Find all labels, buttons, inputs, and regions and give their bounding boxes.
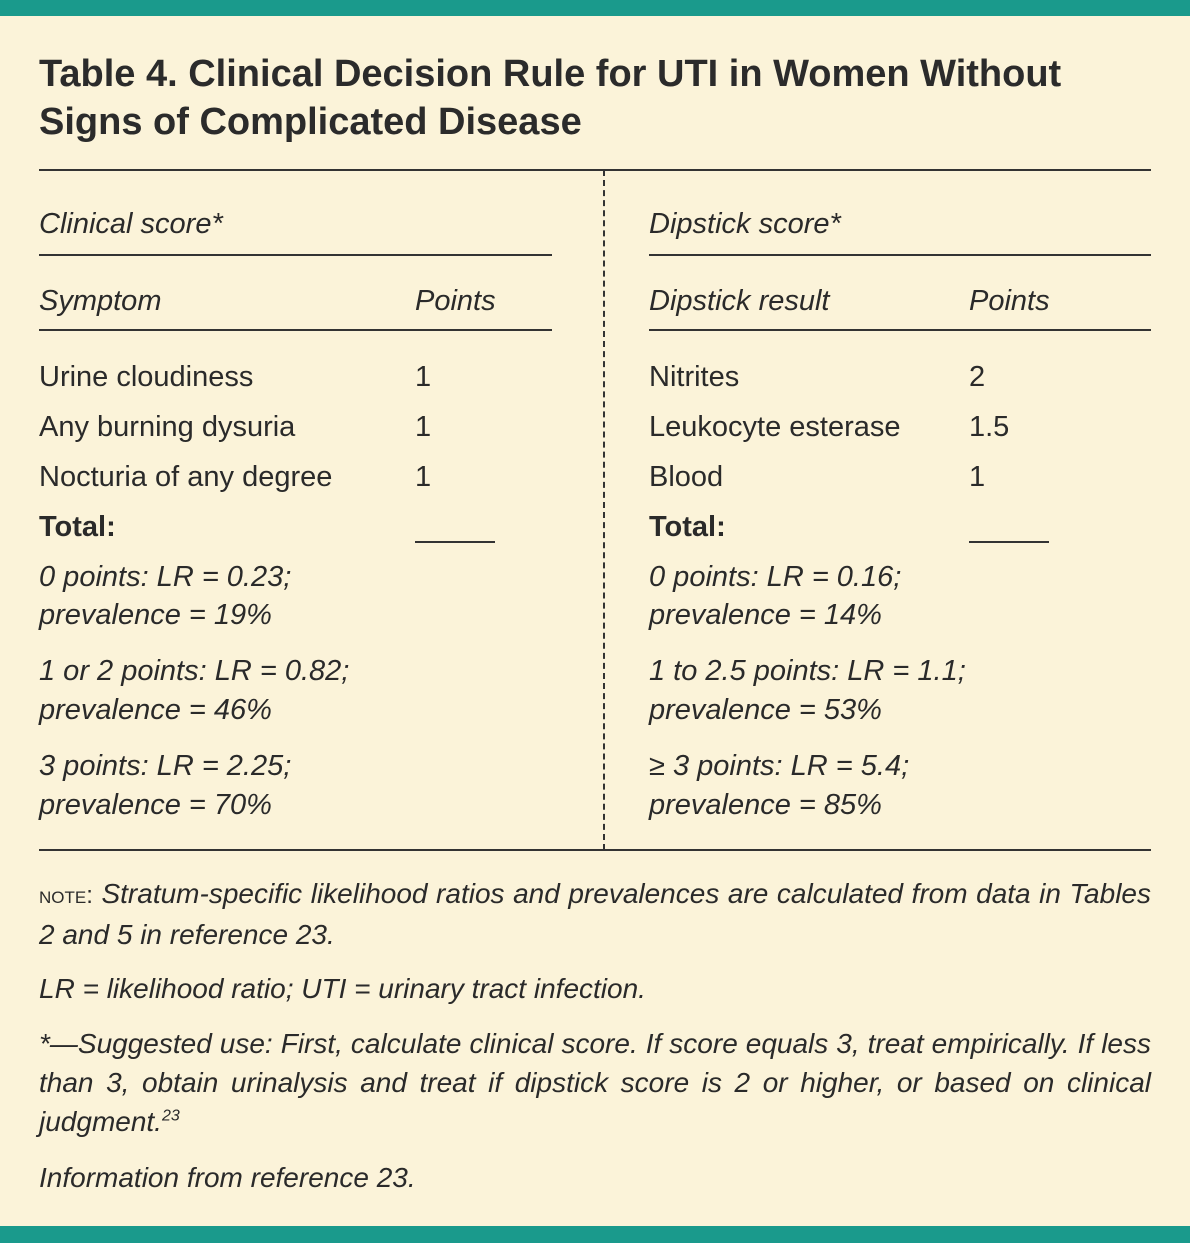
note-label: note: (39, 882, 93, 909)
note-text: Stratum-specific likelihood ratios and prevalences are calculated from data in Tables 2 and 5 in reference 23. (39, 878, 1151, 950)
stratum-line: 1 or 2 points: LR = 0.82; (39, 655, 350, 687)
stratum-line: prevalence = 19% (39, 599, 272, 631)
table-row-label: Nocturia of any degree (39, 461, 333, 493)
stratum-line: prevalence = 46% (39, 694, 272, 726)
suggested-text: *—Suggested use: First, calculate clinical score. If score equals 3, treat empirically. If less than 3, obtain urinalysis and treat if dipstick score is 2 or higher, or based on clinical judgment. (39, 1028, 1151, 1137)
bottom-rule (39, 849, 1151, 851)
right-total-blank (969, 541, 1049, 543)
stratum-line: 0 points: LR = 0.23; (39, 561, 292, 593)
stratum-line: prevalence = 53% (649, 694, 882, 726)
left-total-label: Total: (39, 511, 116, 543)
table-row-points: 1 (415, 411, 432, 443)
table-row-label: Any burning dysuria (39, 411, 296, 443)
top-accent-bar (0, 0, 1190, 16)
stratum-line: 0 points: LR = 0.16; (649, 561, 902, 593)
stratum-line: 3 points: LR = 2.25; (39, 750, 292, 782)
table-row-points: 1 (415, 361, 432, 393)
symptom-header: Symptom (39, 285, 162, 317)
column-divider (603, 170, 605, 850)
right-header-rule (649, 329, 1151, 331)
right-total-label: Total: (649, 511, 726, 543)
table-row-label: Nitrites (649, 361, 740, 393)
dipstick-score-heading: Dipstick score* (649, 208, 841, 240)
table-row-points: 2 (969, 361, 986, 393)
source-note: Information from reference 23. (39, 1162, 416, 1193)
right-points-header: Points (969, 285, 1050, 317)
reference-superscript: 23 (161, 1107, 180, 1125)
stratum-line: prevalence = 70% (39, 789, 272, 821)
stratum-line: prevalence = 14% (649, 599, 882, 631)
note-paragraph (39, 874, 1151, 954)
left-header-rule (39, 329, 552, 331)
stratum-line: ≥ 3 points: LR = 5.4; (649, 750, 910, 782)
left-total-blank (415, 541, 495, 543)
table-row-points: 1 (415, 461, 432, 493)
table-row-label: Leukocyte esterase (649, 411, 901, 443)
table-row-points: 1 (969, 461, 986, 493)
top-rule (39, 169, 1151, 171)
dipstick-result-header: Dipstick result (649, 285, 830, 317)
stratum-line: prevalence = 85% (649, 789, 882, 821)
suggested-use (39, 1024, 1151, 1141)
table-row-label: Urine cloudiness (39, 361, 254, 393)
stratum-line: 1 to 2.5 points: LR = 1.1; (649, 655, 966, 687)
abbreviations: LR = likelihood ratio; UTI = urinary tract infection. (39, 973, 646, 1004)
table-row-label: Blood (649, 461, 724, 493)
right-section-rule (649, 254, 1151, 256)
bottom-accent-bar (0, 1226, 1190, 1243)
table-title: Table 4. Clinical Decision Rule for UTI in Women Without Signs of Complicated Disease (39, 53, 1062, 143)
left-section-rule (39, 254, 552, 256)
table-row-points: 1.5 (969, 411, 1010, 443)
clinical-score-heading: Clinical score* (39, 208, 223, 240)
left-points-header: Points (415, 285, 496, 317)
